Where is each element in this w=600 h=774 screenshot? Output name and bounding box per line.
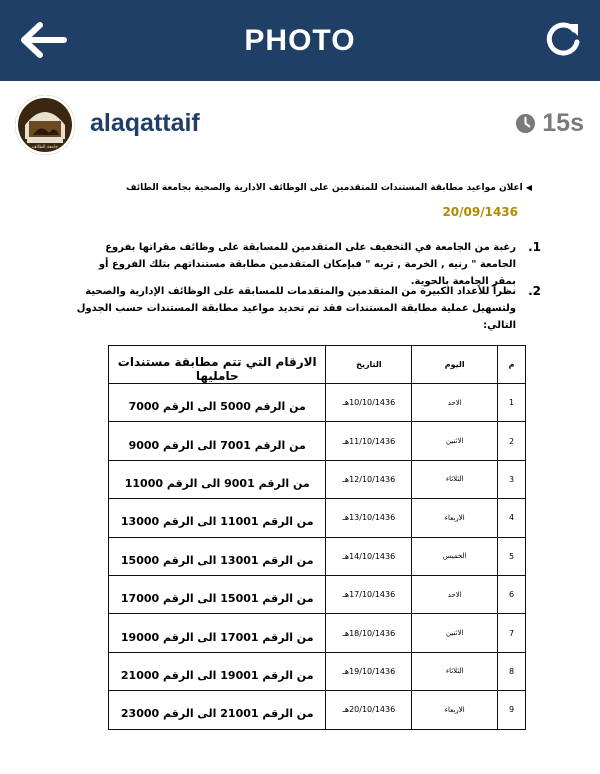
- cell-index: 1: [498, 384, 526, 422]
- cell-index: 3: [498, 460, 526, 498]
- paragraph-number: 1.: [528, 240, 541, 254]
- paragraph-text: نظراً للأعداد الكبيرة من المتقدمين والمتقدمات للمسابقة على الوظائف الإدارية والصحية ولتسهيل عملية مطابقة المستندات فقد تم تحديد مواعيد مطابقة المستندات حسب الجدول التالي:: [76, 286, 516, 331]
- cell-index: 2: [498, 422, 526, 460]
- header-index: م: [498, 346, 526, 384]
- cell-day: الاثنين: [412, 422, 498, 460]
- svg-text:جامعة الطائف: جامعة الطائف: [31, 145, 59, 150]
- cell-index: 5: [498, 537, 526, 575]
- cell-date: 10/10/1436هـ: [326, 384, 412, 422]
- cell-date: 19/10/1436هـ: [326, 652, 412, 690]
- cell-day: الاحد: [412, 384, 498, 422]
- cell-numbers: من الرقم 17001 الى الرقم 19000: [109, 614, 326, 652]
- refresh-icon[interactable]: [540, 18, 584, 62]
- header-numbers: الارقام التي تتم مطابقة مستندات حامليها: [109, 346, 326, 384]
- cell-index: 7: [498, 614, 526, 652]
- table-row: [109, 460, 526, 498]
- paragraph-2: [76, 283, 541, 334]
- cell-numbers: من الرقم 9001 الى الرقم 11000: [109, 460, 326, 498]
- cell-index: 4: [498, 499, 526, 537]
- cell-date: 13/10/1436هـ: [326, 499, 412, 537]
- cell-numbers: من الرقم 15001 الى الرقم 17000: [109, 575, 326, 613]
- cell-date: 14/10/1436هـ: [326, 537, 412, 575]
- table-row: [109, 575, 526, 613]
- cell-index: 6: [498, 575, 526, 613]
- cell-date: 12/10/1436هـ: [326, 460, 412, 498]
- photo-document: [0, 171, 600, 774]
- cell-day: الثلاثاء: [412, 652, 498, 690]
- cell-day: الخميس: [412, 537, 498, 575]
- document-heading: [126, 183, 532, 193]
- university-logo-icon: [15, 95, 75, 155]
- cell-numbers: من الرقم 11001 الى الرقم 13000: [109, 499, 326, 537]
- table-row: [109, 614, 526, 652]
- cell-day: الاثنين: [412, 614, 498, 652]
- cell-day: الاربعاء: [412, 499, 498, 537]
- cell-date: 17/10/1436هـ: [326, 575, 412, 613]
- table-row: [109, 652, 526, 690]
- document-heading-text: اعلان مواعيد مطابقة المستندات للمتقدمين على الوظائف الادارية والصحية بجامعة الطائف: [126, 183, 523, 193]
- paragraph-text: رغبة من الجامعة في التخفيف على المتقدمين للمسابقة على وظائف مقراتها بفروع الجامعة " رنيه , الخرمة , تربه " فبإمكان المتقدمين مطابقة مستنداتهم بتلك الفروع أو بمقر الجامعة بالحوية.: [98, 242, 516, 287]
- cell-day: الاحد: [412, 575, 498, 613]
- table-row: [109, 691, 526, 729]
- header-date: التاريخ: [326, 346, 412, 384]
- header-day: اليوم: [412, 346, 498, 384]
- cell-numbers: من الرقم 21001 الى الرقم 23000: [109, 691, 326, 729]
- post-header: [0, 81, 600, 171]
- table-header-row: [109, 346, 526, 384]
- cell-numbers: من الرقم 19001 الى الرقم 21000: [109, 652, 326, 690]
- cell-numbers: من الرقم 7001 الى الرقم 9000: [109, 422, 326, 460]
- table-row: [109, 499, 526, 537]
- clock-icon: [515, 113, 536, 134]
- table-row: [109, 537, 526, 575]
- username[interactable]: alaqattaif: [90, 109, 200, 137]
- cell-numbers: من الرقم 5000 الى الرقم 7000: [109, 384, 326, 422]
- paragraph-number: 2.: [528, 284, 541, 298]
- table-row: [109, 384, 526, 422]
- document-date: 20/09/1436: [442, 205, 518, 219]
- cell-date: 11/10/1436هـ: [326, 422, 412, 460]
- cell-day: الاربعاء: [412, 691, 498, 729]
- cell-index: 8: [498, 652, 526, 690]
- screen-title: PHOTO: [244, 24, 356, 57]
- table-row: [109, 422, 526, 460]
- top-bar: [0, 0, 600, 81]
- cell-day: الثلاثاء: [412, 460, 498, 498]
- cell-index: 9: [498, 691, 526, 729]
- bullet-triangle-icon: ◀: [525, 183, 532, 192]
- post-timestamp: [515, 109, 584, 138]
- cell-date: 18/10/1436هـ: [326, 614, 412, 652]
- back-arrow-icon[interactable]: [18, 20, 68, 60]
- time-ago: 15s: [542, 109, 584, 137]
- schedule-table: [108, 345, 526, 730]
- cell-date: 20/10/1436هـ: [326, 691, 412, 729]
- cell-numbers: من الرقم 13001 الى الرقم 15000: [109, 537, 326, 575]
- avatar[interactable]: [15, 95, 75, 155]
